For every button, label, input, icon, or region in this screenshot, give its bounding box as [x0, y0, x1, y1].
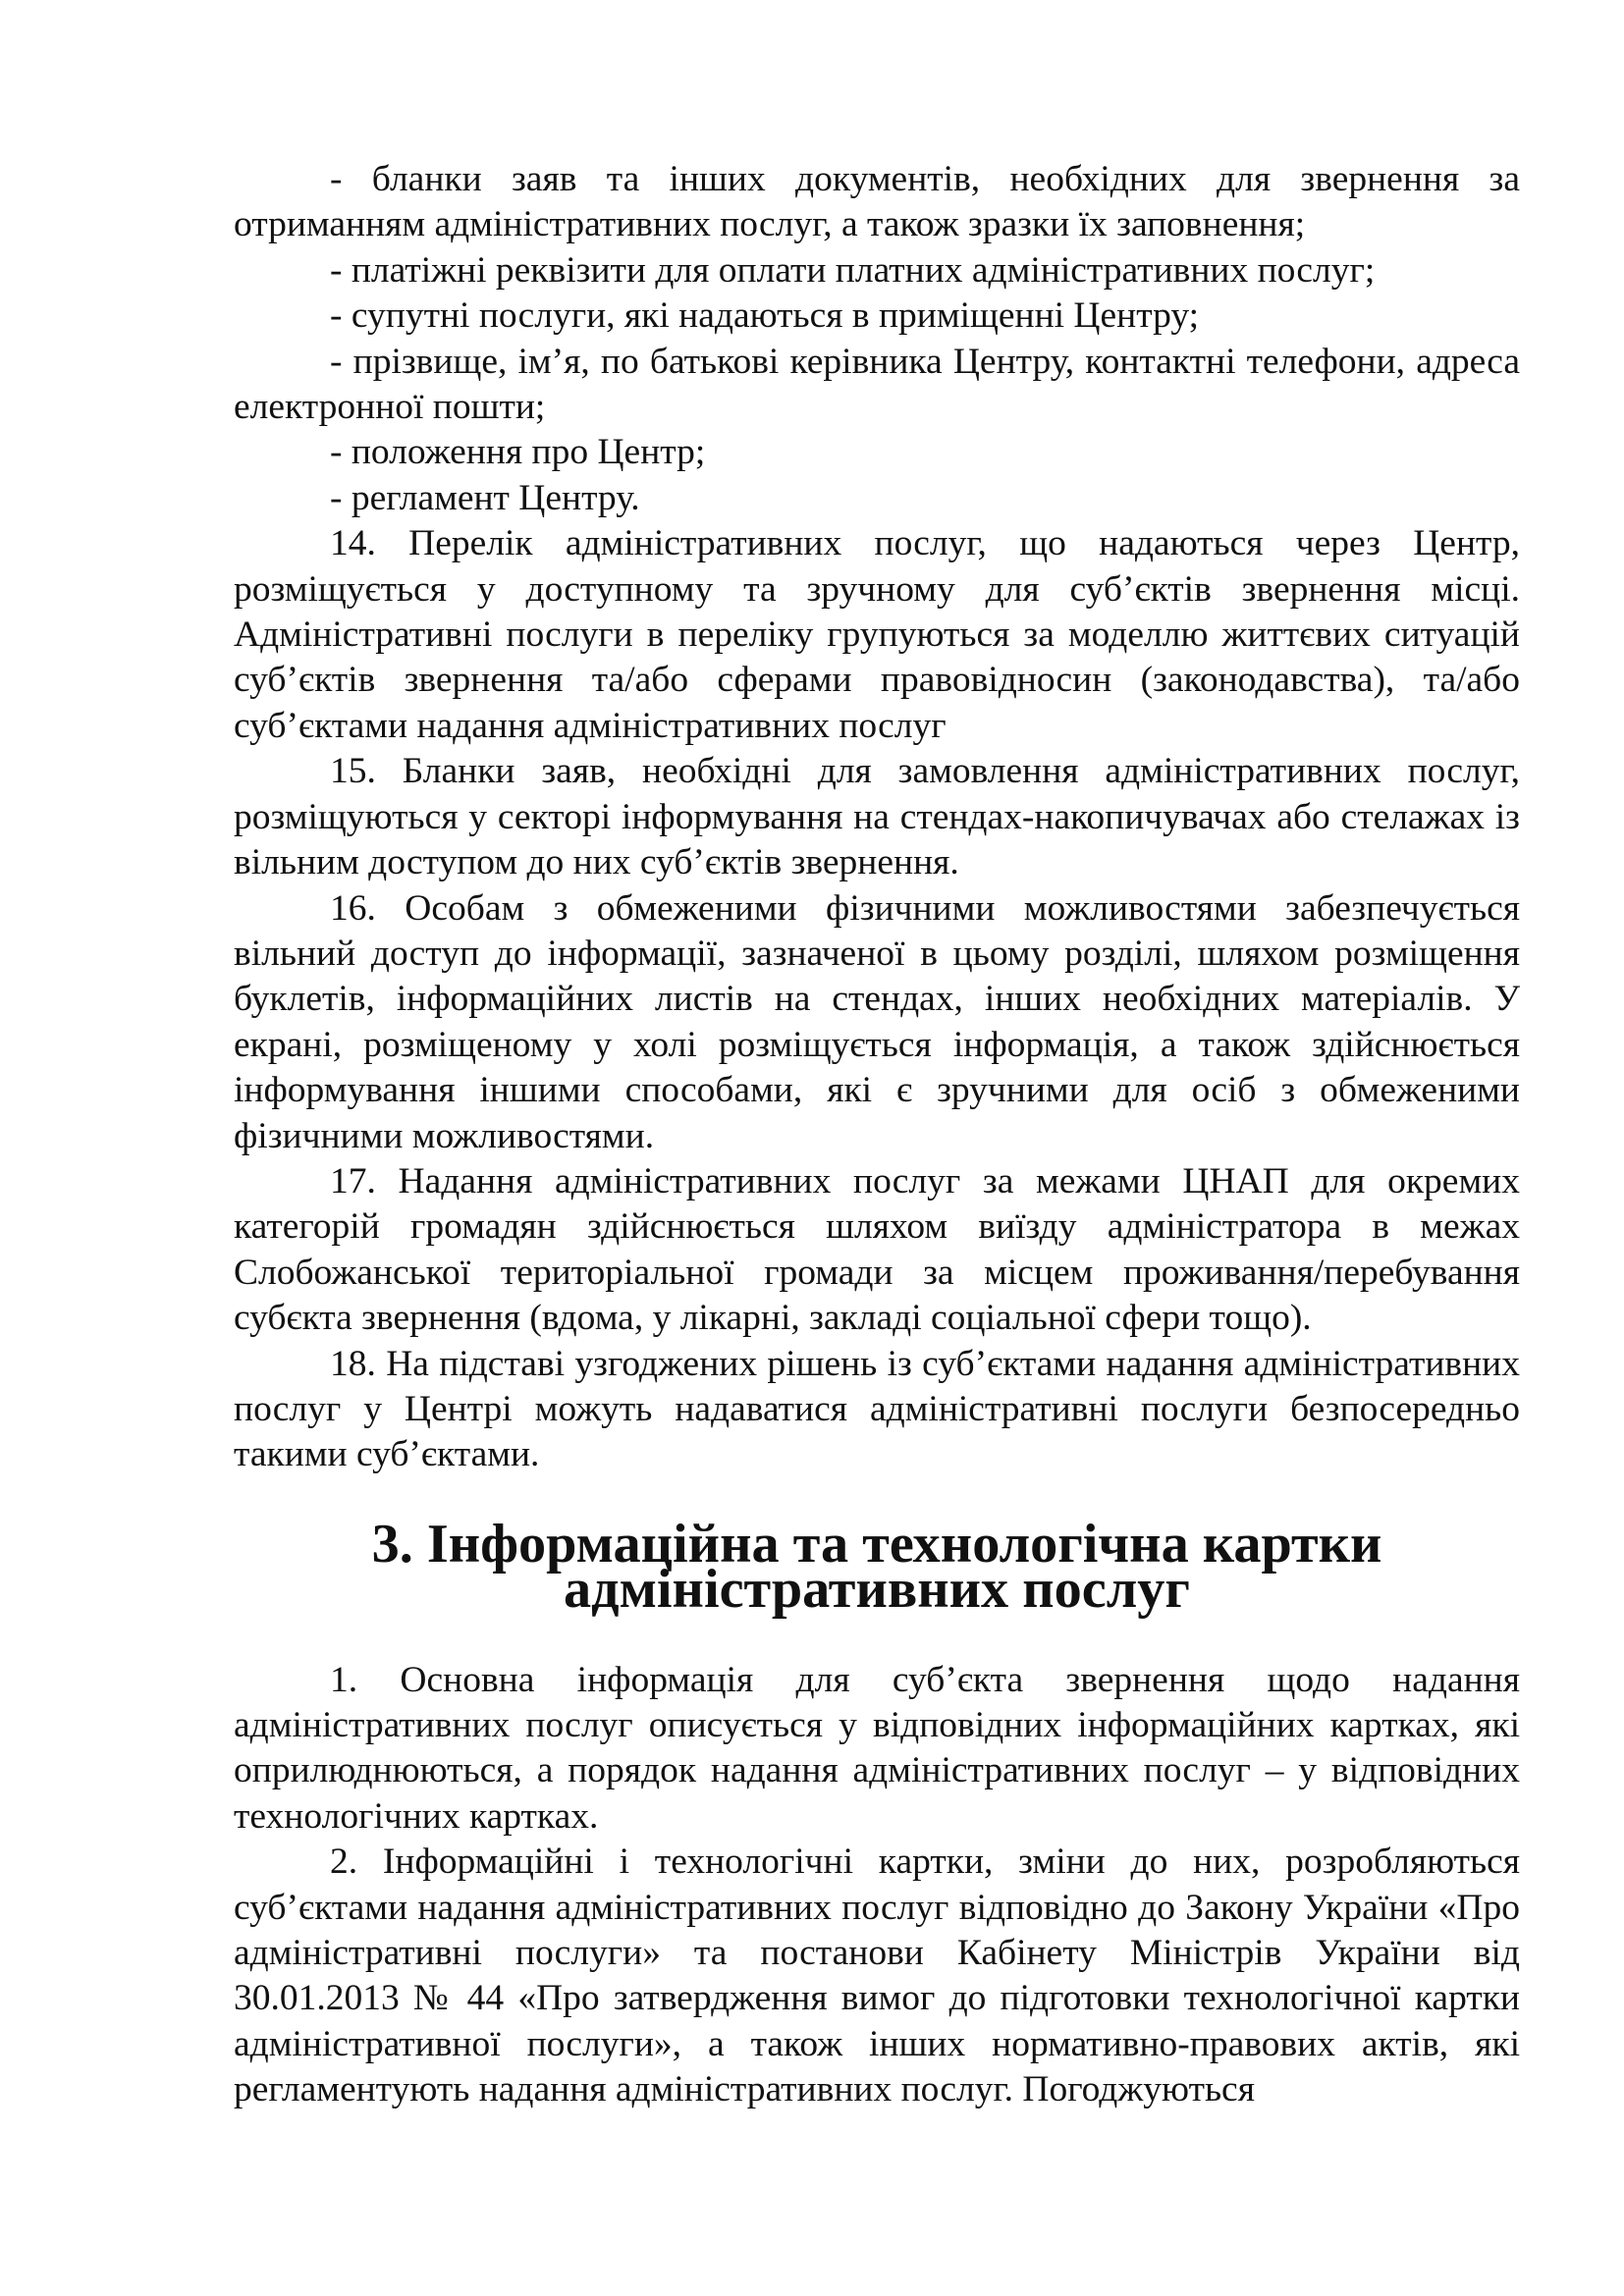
document-page	[234, 157, 1520, 2113]
section-3-paragraph-1: 1. Основна інформація для суб’єкта звернення щодо надання адміністративних послуг описується у відповідних інформаційних картках, які оприлюднюються, а порядок надання адміністративних послуг – у відповідних технологічних картках.	[234, 1659, 1520, 1837]
list-item-head-contacts: - прізвище, ім’я, по батькові керівника Центру, контактні телефони, адреса електронної пошти;	[234, 341, 1520, 428]
list-item-center-provisions: - положення про Центр;	[330, 432, 706, 473]
list-item-application-forms: - бланки заяв та інших документів, необхідних для звернення за отриманням адміністративних послуг, а також зразки їх заповнення;	[234, 159, 1520, 245]
paragraph-15: 15. Бланки заяв, необхідні для замовлення адміністративних послуг, розміщуються у секторі інформування на стендах-накопичувачах або стелажах із вільним доступом до них суб’єктів звернення.	[234, 751, 1520, 883]
paragraph-18: 18. На підставі узгоджених рішень із суб’єктами надання адміністративних послуг у Центрі можуть надаватися адміністративні послуги безпосередньо такими суб’єктами.	[234, 1343, 1520, 1475]
paragraph-17: 17. Надання адміністративних послуг за межами ЦНАП для окремих категорій громадян здійснюється шляхом виїзду адміністратора в межах Слобожанської територіальної громади за місцем проживання/перебування субєкта звернення (вдома, у лікарні, закладі соціальної сфери тощо).	[234, 1160, 1520, 1339]
list-item-related-services: - супутні послуги, які надаються в приміщенні Центру;	[330, 295, 1200, 337]
section-3-paragraph-2: 2. Інформаційні і технологічні картки, зміни до них, розробляються суб’єктами надання адміністративних послуг відповідно до Закону України «Про адміністративні послуги» та постанови Кабінету Міністрів України від 30.01.2013 № 44 «Про затвердження вимог до підготовки технологічної картки адміністративної послуги», а також інших нормативно-правових актів, які регламентують надання адміністративних послуг. Погоджуються	[234, 1842, 1520, 2110]
list-item-center-regulation: - регламент Центру.	[330, 477, 640, 518]
paragraph-14: 14. Перелік адміністративних послуг, що надаються через Центр, розміщується у доступному та зручному для суб’єктів звернення місці. Адміністративні послуги в переліку групуються за моделлю життєвих ситуацій суб’єктів звернення та/або сферами правовідносин (законодавства), та/або суб’єктами надання адміністративних послуг	[234, 523, 1520, 746]
paragraph-16: 16. Особам з обмеженими фізичними можливостями забезпечується вільний доступ до інформації, зазначеної в цьому розділі, шляхом розміщення буклетів, інформаційних листів на стендах, інших необхідних матеріалів. У екрані, розміщеному у холі розміщується інформація, а також здійснюється інформування іншими способами, які є зручними для осіб з обмеженими фізичними можливостями.	[234, 887, 1520, 1156]
section-3-heading: 3. Інформаційна та технологічна картки адміністративних послуг	[371, 1513, 1382, 1621]
list-item-payment-details: - платіжні реквізити для оплати платних адміністративних послуг;	[330, 249, 1376, 291]
